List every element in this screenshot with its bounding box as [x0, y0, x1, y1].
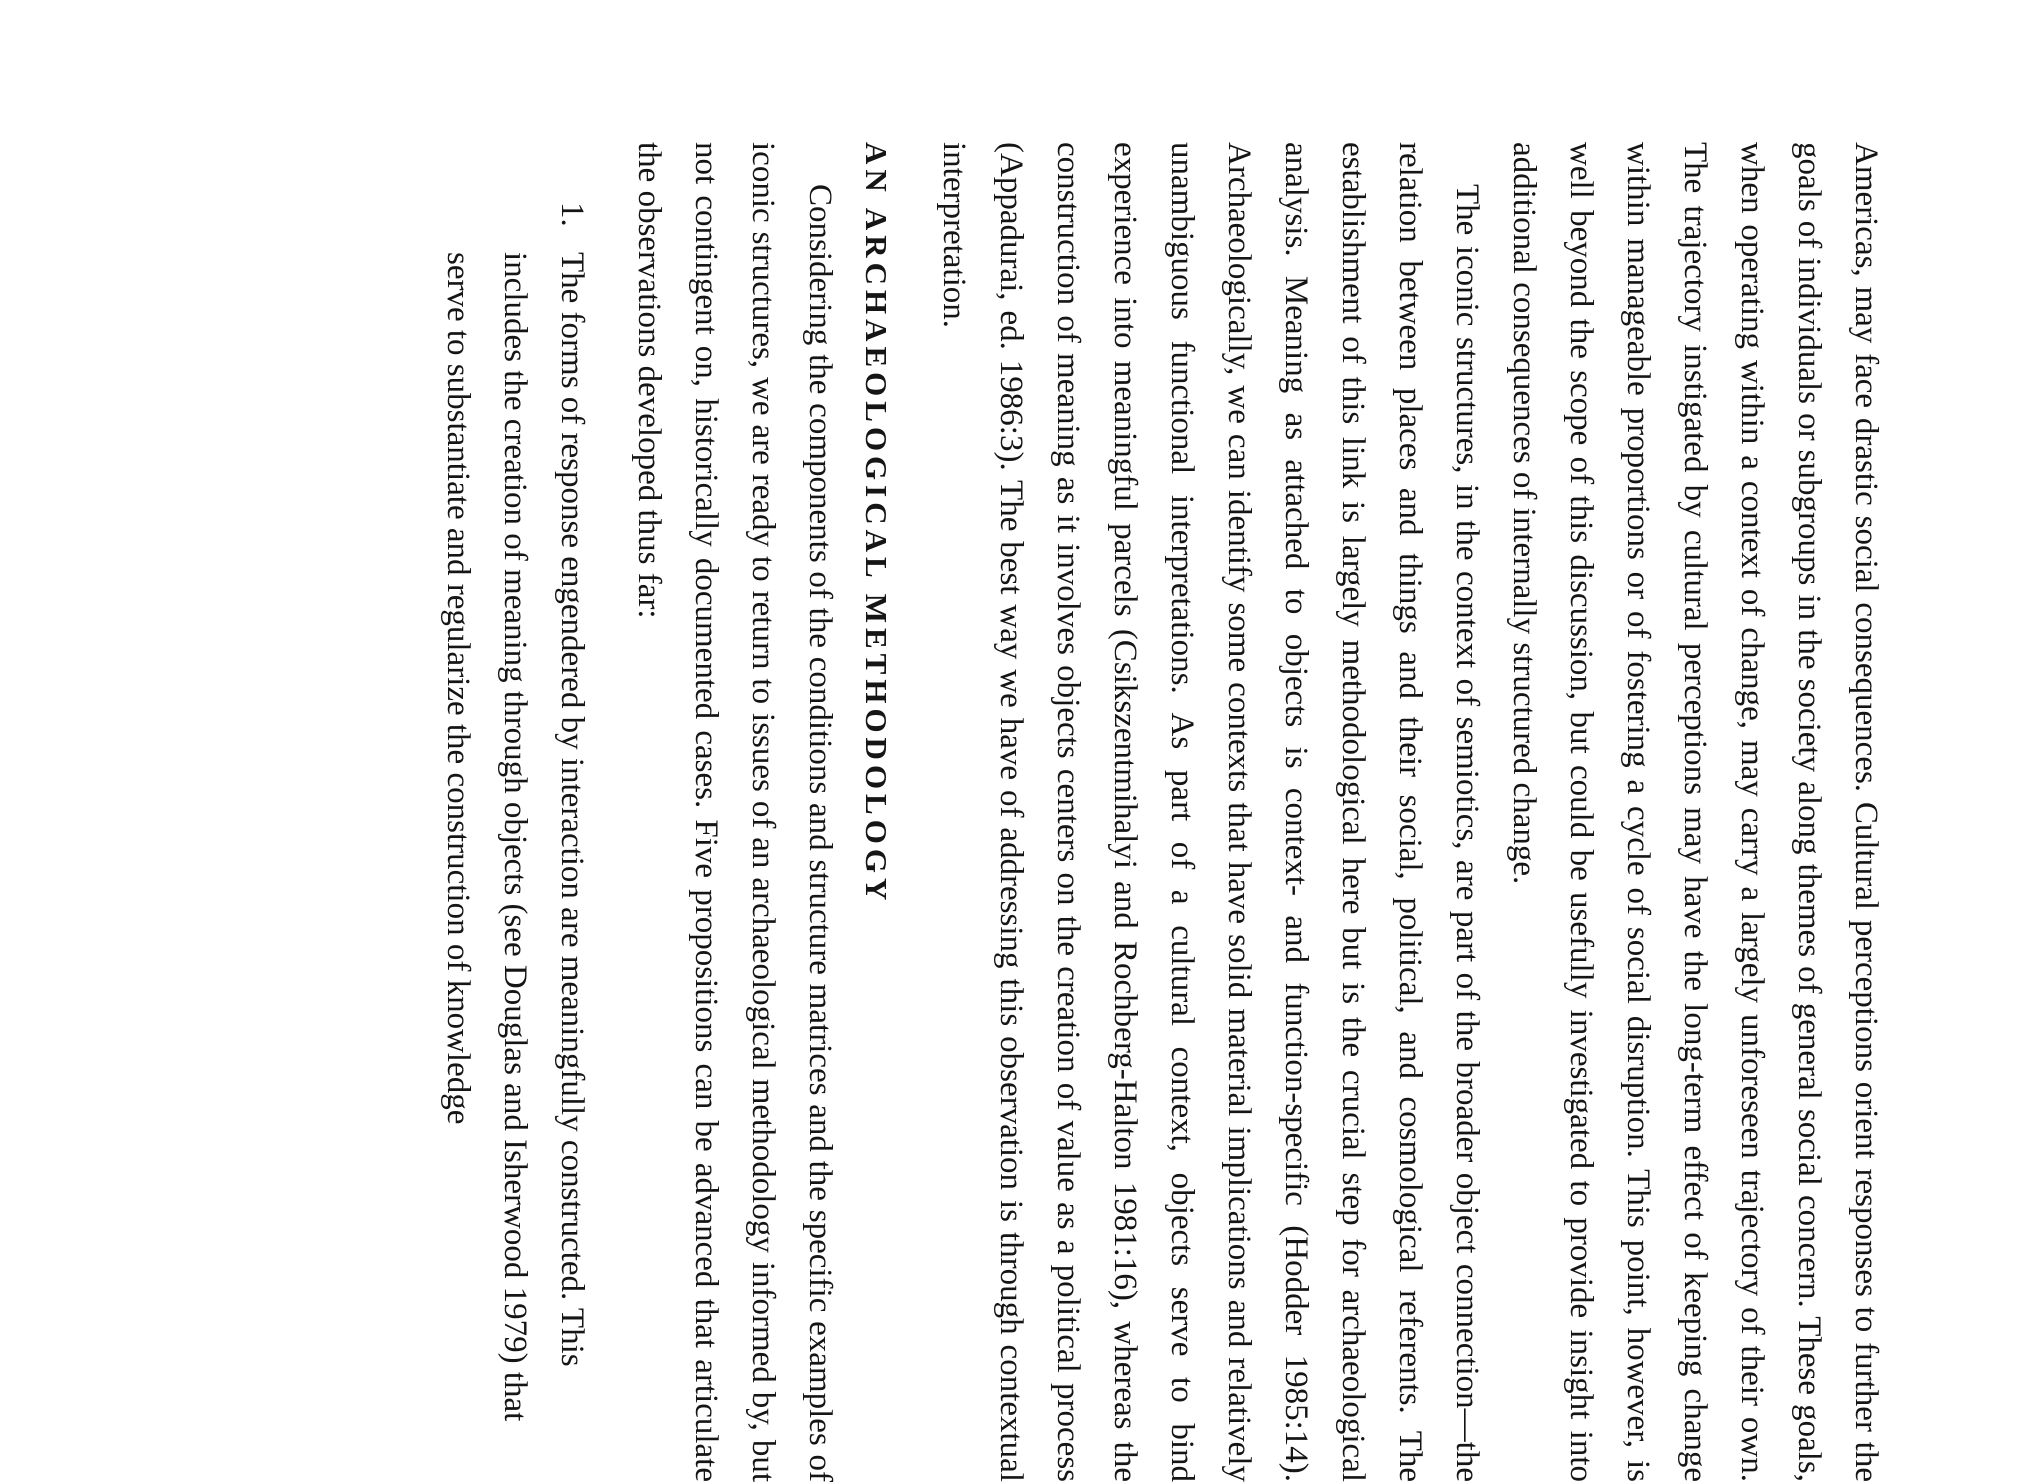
proposition-text: The forms of response engendered by interaction are meaningfully constructed. This includes the creation of meaning through objects (see Douglas and Isherwood 1979) that serve to substantiate and regularize the construction of knowledge — [440, 252, 590, 1422]
paragraph-methodology-intro: Considering the components of the conditions and structure matrices and the specific examples of iconic structures, we are ready to return to issues of an archaeological methodology informed by, but not contingent on, historically documented cases. Five propositions can be advanced that articulate the observations developed thus far: — [631, 142, 838, 1482]
proposition-number: 1. — [554, 202, 590, 227]
paragraph-social-consequences: Americas, may face drastic social consequences. Cultural perceptions orient responses to further the goals of individuals or subgroups in the society along themes of general social concern. These goals, when operating within a context of change, may carry a largely unforeseen trajectory of their own. The trajectory instigated by cultural perceptions may have the long-term effect of keeping change within manageable proportions or of fostering a cycle of social disruption. This point, however, is well beyond the scope of this discussion, but could be usefully investigated to provide insight into additional consequences of internally structured change. — [1506, 142, 1884, 1482]
propositions-list — [429, 142, 600, 1444]
section-heading: AN ARCHAEOLOGICAL METHODOLOGY — [859, 142, 894, 906]
list-item — [429, 142, 600, 1482]
paragraph-iconic-structures: The iconic structures, in the context of semiotics, are part of the broader object connection—the relation between places and things and their social, political, and cosmological referents. The establishment of this link is largely methodological here but is the crucial step for archaeological analysis. Meaning as attached to objects is context- and function-specific (Hodder 1985:14). Archaeologically, we can identify some contexts that have solid material implications and relatively unambiguous functional interpretations. As part of a cultural context, objects serve to bind experience into meaningful parcels (Csikszentmihalyi and Rochberg-Halton 1981:16), whereas the construction of meaning as it involves objects centers on the creation of value as a political process (Appadurai, ed. 1986:3). The best way we have of addressing this observation is through contextual interpretation. — [936, 142, 1485, 1482]
